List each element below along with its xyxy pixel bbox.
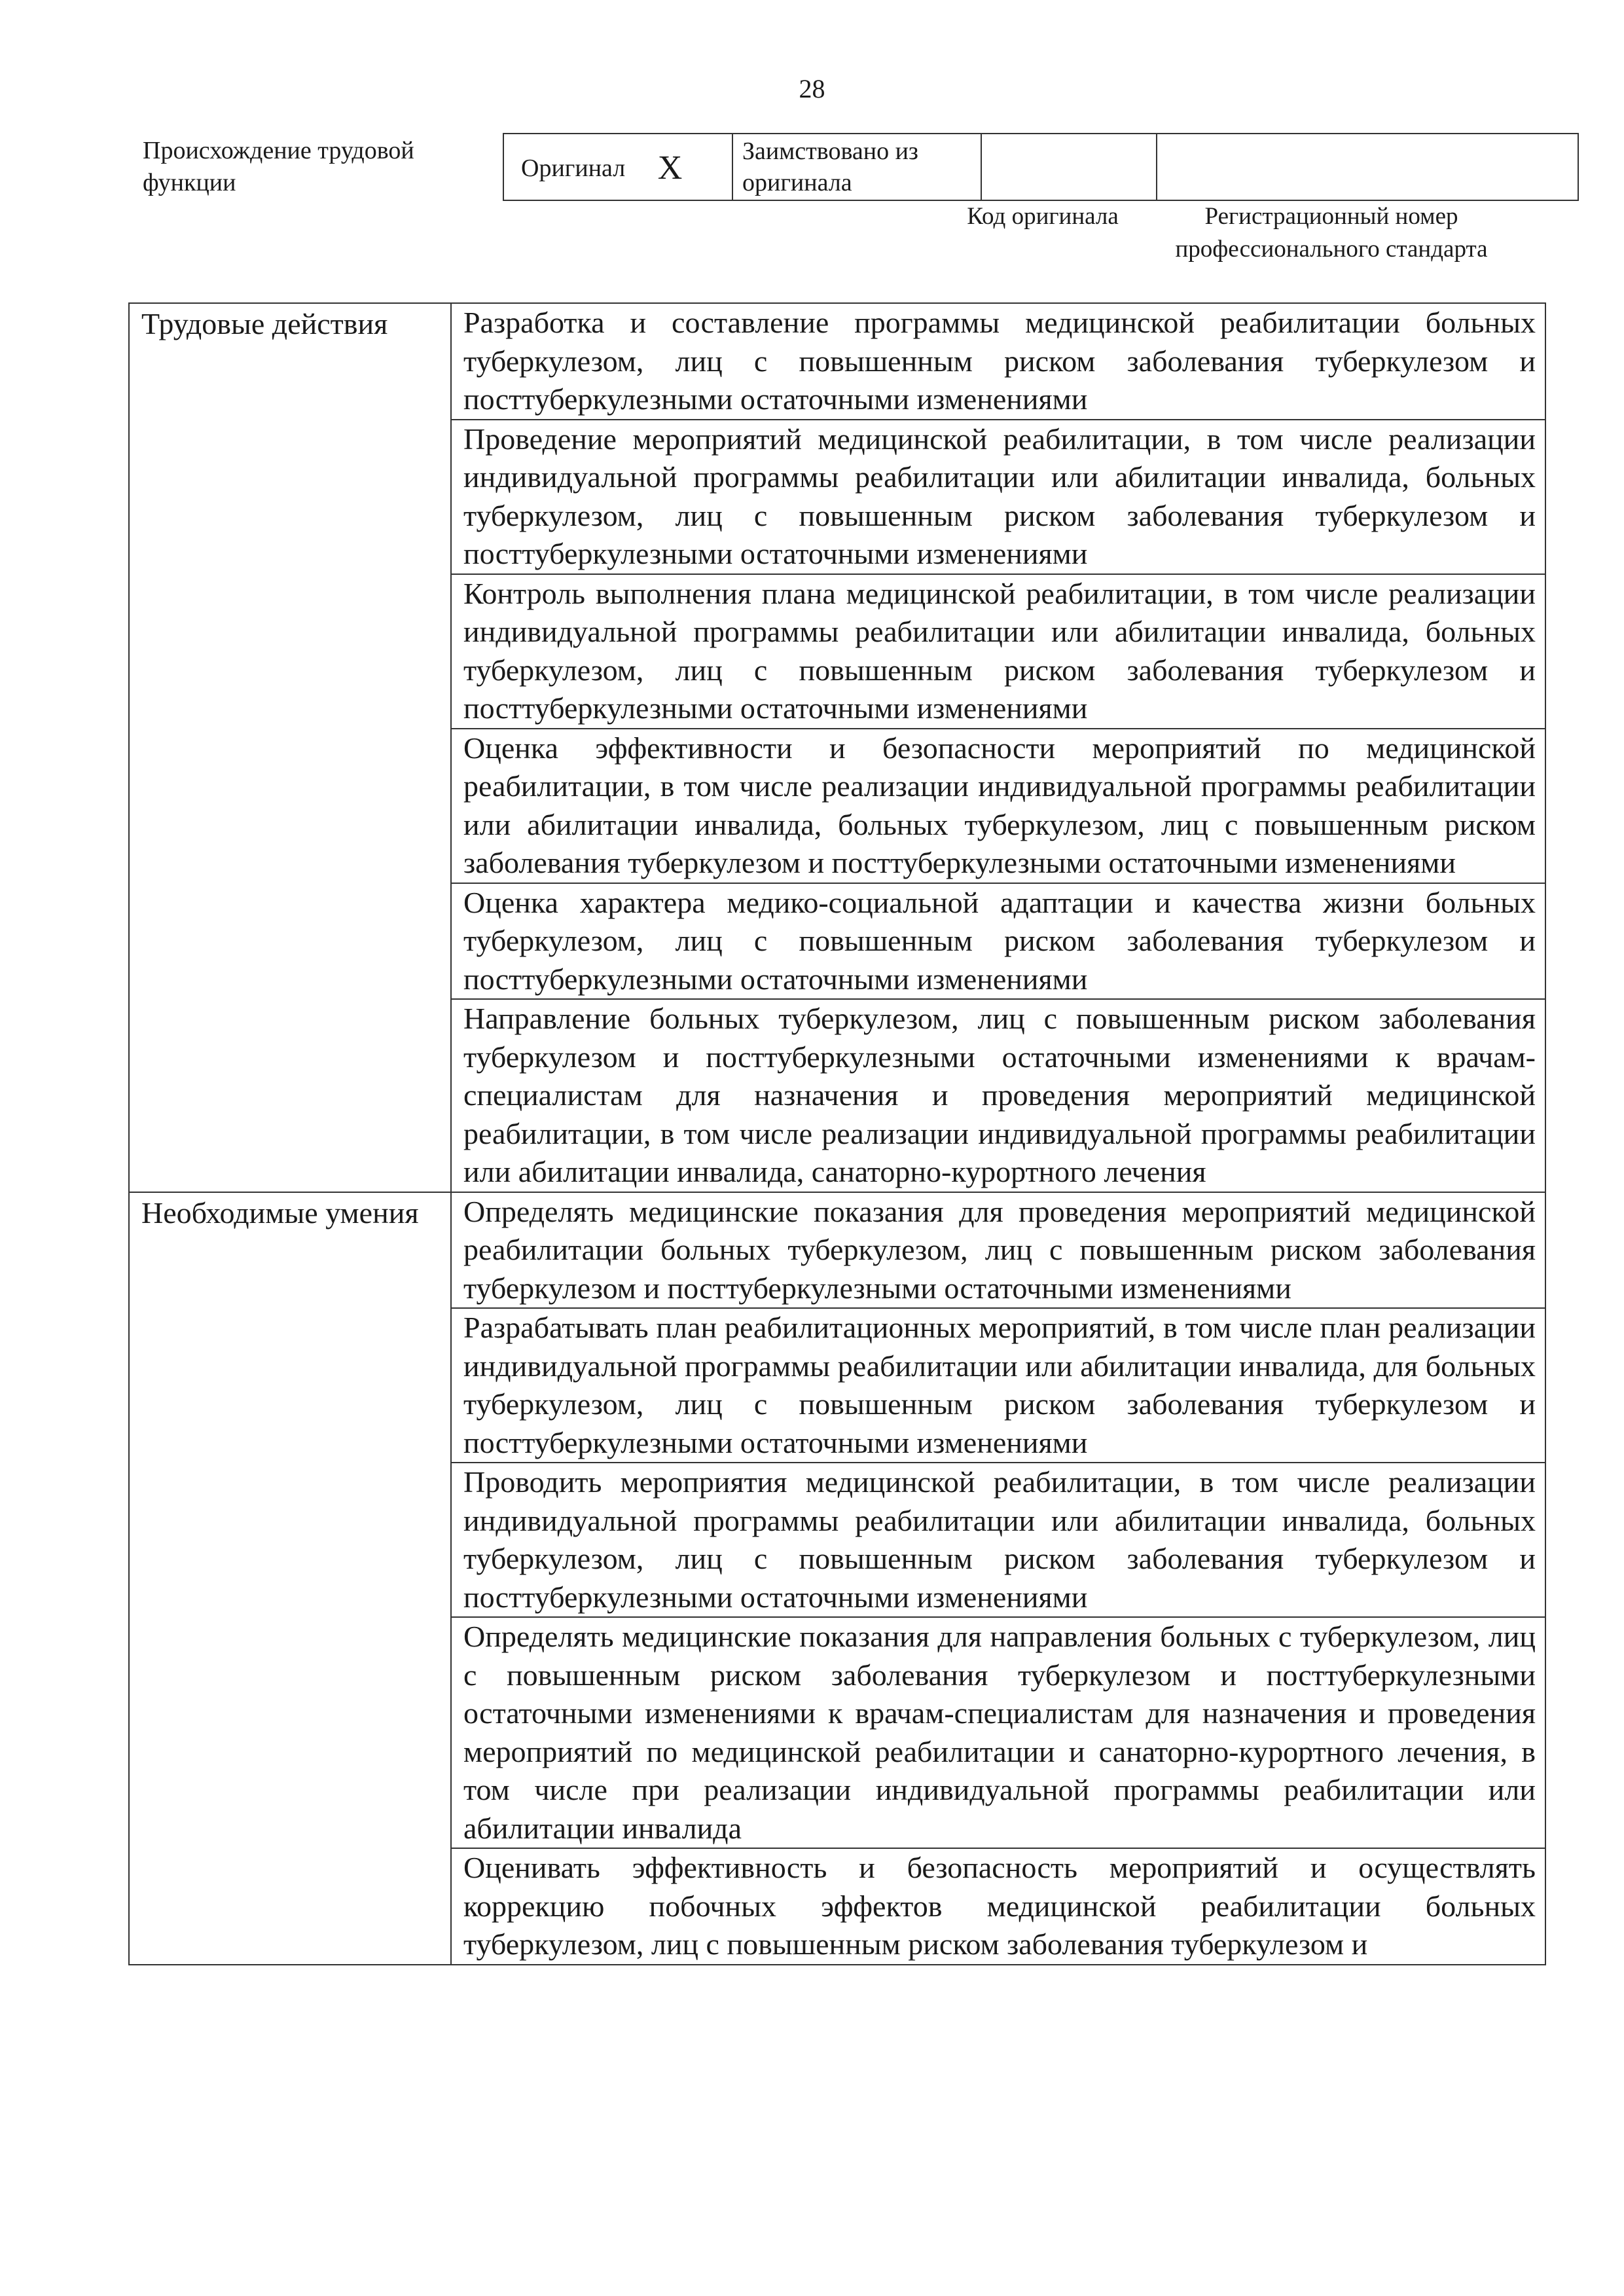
skill-item: Определять медицинские показания для направления больных с туберкулезом, лиц с повышенным риском заболевания туберкулезом и посттуберкулезными остаточными изменениями к врачам-специалистам для назначения и проведения мероприятий по медицинской реабилитации и санаторно-курортного лечения, в том числе при реализации индивидуальной программы реабилитации или абилитации инвалида (451, 1617, 1545, 1848)
table-row (129, 303, 1545, 420)
origin-table (503, 133, 1579, 201)
original-mark: X (657, 149, 683, 187)
labor-action-item: Контроль выполнения плана медицинской реабилитации, в том числе реализации индивидуальной программы реабилитации или абилитации инвалида, больных туберкулезом, лиц с повышенным риском заболевания туберкулезом и посттуберкулезными остаточными изменениями (451, 574, 1545, 729)
labor-action-item: Оценка эффективности и безопасности мероприятий по медицинской реабилитации, в том числе реализации индивидуальной программы реабилитации или абилитации инвалида, больных туберкулезом, лиц с повышенным риском заболевания туберкулезом и посттуберкулезными остаточными изменениями (451, 729, 1545, 883)
function-details-table (128, 302, 1546, 1965)
borrowed-cell (732, 134, 981, 200)
borrowed-label: Заимствовано из оригинала (742, 137, 918, 196)
registration-number-caption: Регистрационный номер профессионального стандарта (1175, 203, 1488, 263)
section-label-skills: Необходимые умения (129, 1192, 451, 1965)
original-label: Оригинал (521, 155, 626, 182)
original-code-cell (981, 134, 1157, 200)
function-origin-label: Происхождение трудовой функции (143, 137, 414, 196)
registration-number-cell (1157, 134, 1578, 200)
page-number: 28 (799, 74, 825, 103)
skill-item: Разрабатывать план реабилитационных мероприятий, в том числе план реализации индивидуальной программы реабилитации или абилитации инвалида, для больных туберкулезом, лиц с повышенным риском заболевания туберкулезом и посттуберкулезными остаточными изменениями (451, 1308, 1545, 1463)
section-label-labor-actions: Трудовые действия (129, 303, 451, 1192)
labor-action-item: Оценка характера медико-социальной адаптации и качества жизни больных туберкулезом, лиц с повышенным риском заболевания туберкулезом и посттуберкулезными остаточными изменениями (451, 883, 1545, 1000)
labor-action-item: Направление больных туберкулезом, лиц с повышенным риском заболевания туберкулезом и посттуберкулезными остаточными изменениями к врачам-специалистам для назначения и проведения мероприятий медицинской реабилитации, в том числе реализации индивидуальной программы реабилитации или абилитации инвалида, санаторно-курортного лечения (451, 999, 1545, 1192)
labor-action-item: Разработка и составление программы медицинской реабилитации больных туберкулезом, лиц с повышенным риском заболевания туберкулезом и посттуберкулезными остаточными изменениями (451, 303, 1545, 420)
skill-item: Оценивать эффективность и безопасность мероприятий и осуществлять коррекцию побочных эффектов медицинской реабилитации больных туберкулезом, лиц с повышенным риском заболевания туберкулезом и (451, 1848, 1545, 1965)
original-cell (503, 134, 732, 200)
original-code-caption: Код оригинала (967, 203, 1119, 230)
table-row (129, 1192, 1545, 1309)
skill-item: Проводить мероприятия медицинской реабилитации, в том числе реализации индивидуальной программы реабилитации или абилитации инвалида, больных туберкулезом, лиц с повышенным риском заболевания туберкулезом и посттуберкулезными остаточными изменениями (451, 1463, 1545, 1617)
labor-action-item: Проведение мероприятий медицинской реабилитации, в том числе реализации индивидуальной программы реабилитации или абилитации инвалида, больных туберкулезом, лиц с повышенным риском заболевания туберкулезом и посттуберкулезными остаточными изменениями (451, 420, 1545, 574)
skill-item: Определять медицинские показания для проведения мероприятий медицинской реабилитации больных туберкулезом, лиц с повышенным риском заболевания туберкулезом и посттуберкулезными остаточными изменениями (451, 1192, 1545, 1309)
